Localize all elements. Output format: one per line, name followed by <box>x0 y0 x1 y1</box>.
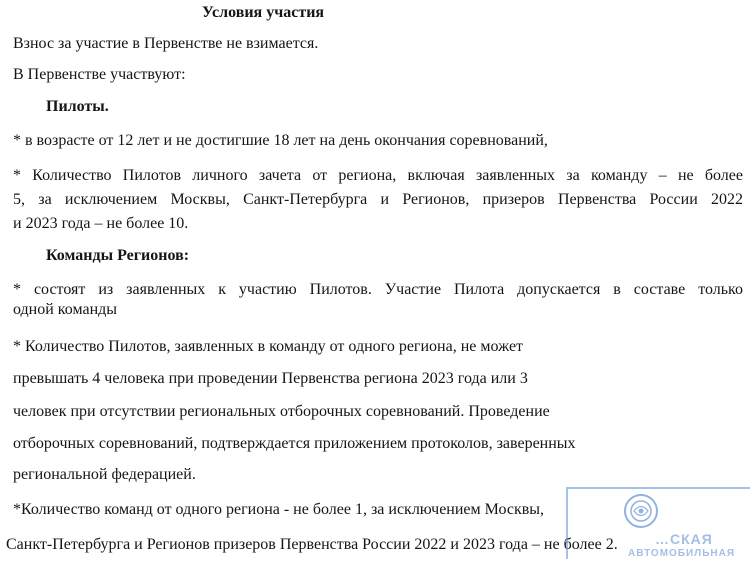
teams-item-count-line1: *Количество команд от одного региона - не более 1, за исключением Москвы, <box>13 501 545 518</box>
stamp-text-line2: АВТОМОБИЛЬНАЯ <box>628 548 736 559</box>
teams-item-limit-line4: отборочных соревнований, подтверждается приложением протоколов, заверенных <box>13 435 576 452</box>
pilots-item-count-line1: * Количество Пилотов личного зачета от региона, включая заявленных за команду – не более <box>13 167 743 184</box>
fee-paragraph: Взнос за участие в Первенстве не взимается. <box>13 35 319 52</box>
teams-item-count-line2: Санкт-Петербурга и Регионов призеров Первенства России 2022 и 2023 года – не более 2. <box>6 536 618 553</box>
pilots-item-count-line3: и 2023 года – не более 10. <box>13 215 189 232</box>
document-title: Условия участия <box>202 4 325 21</box>
pilots-heading: Пилоты. <box>46 98 109 115</box>
teams-heading: Команды Регионов: <box>46 247 190 264</box>
teams-item-limit-line5: региональной федерацией. <box>13 466 196 483</box>
pilots-item-age: * в возрасте от 12 лет и не достигшие 18 лет на день окончания соревнований, <box>13 132 548 149</box>
stamp-text-line1: …СКАЯ <box>655 531 713 547</box>
teams-item-limit-line1: * Количество Пилотов, заявленных в команду от одного региона, не может <box>13 338 524 355</box>
teams-item-composition-line2: одной команды <box>13 301 118 318</box>
federation-emblem-icon <box>624 494 658 528</box>
teams-item-limit-line2: превышать 4 человека при проведении Первенства региона 2023 года или 3 <box>13 370 528 387</box>
participants-paragraph: В Первенстве участвуют: <box>13 66 186 83</box>
teams-item-limit-line3: человек при отсутствии региональных отборочных соревнований. Проведение <box>13 403 550 420</box>
pilots-item-count-line2: 5, за исключением Москвы, Санкт-Петербурга и Регионов, призеров Первенства России 2022 <box>13 191 743 208</box>
teams-item-composition-line1: * состоят из заявленных к участию Пилотов. Участие Пилота допускается в составе только <box>13 281 743 298</box>
